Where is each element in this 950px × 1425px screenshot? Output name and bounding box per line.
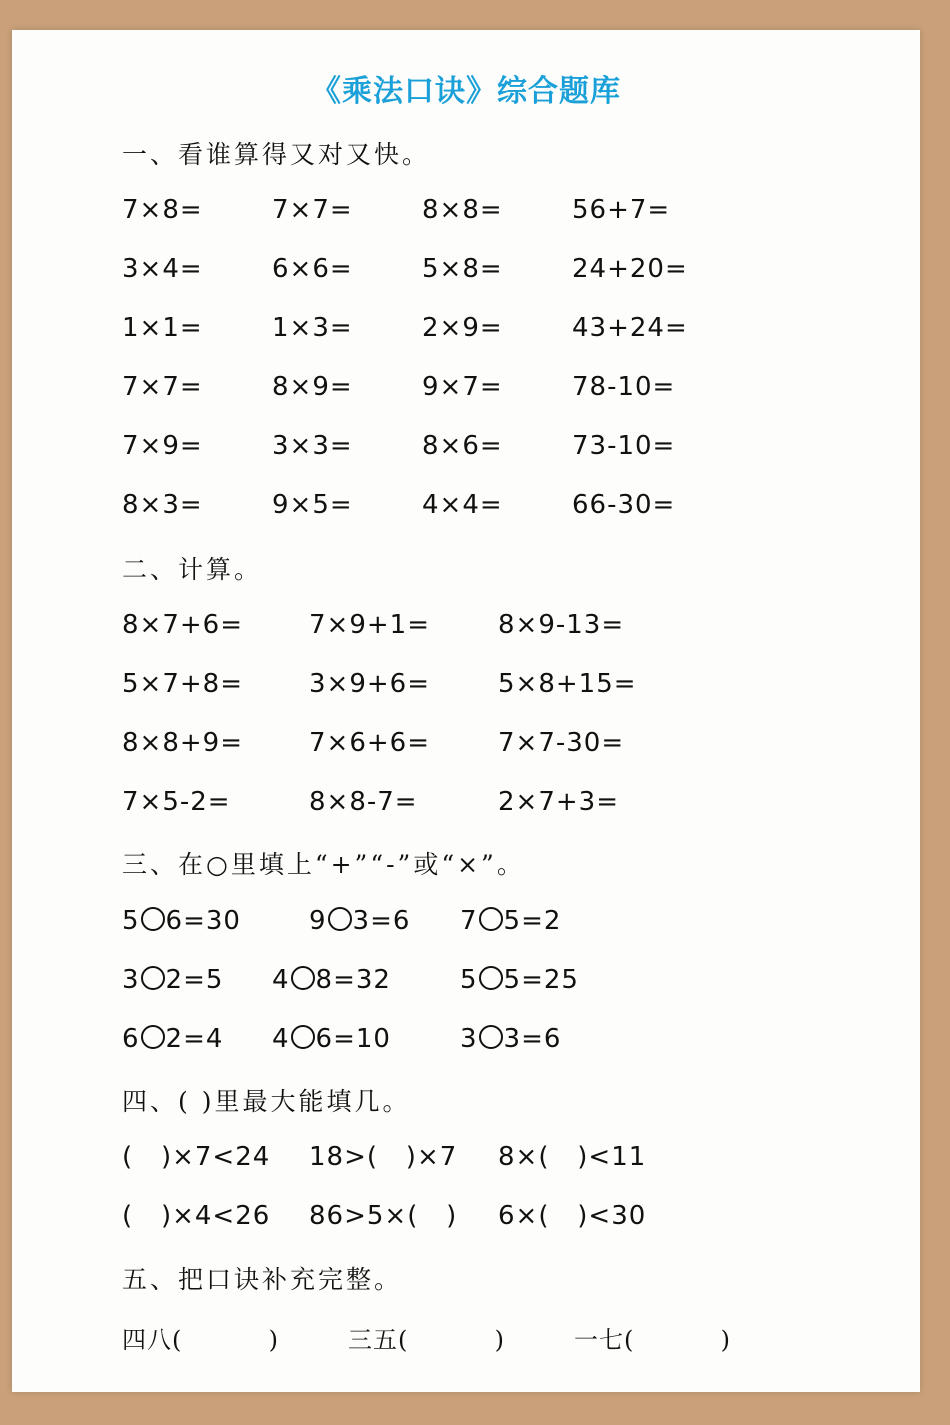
operand-right: 5=2 <box>503 906 562 936</box>
operand-left: 5 <box>122 906 140 936</box>
problem: 2×9= <box>422 313 503 343</box>
problem: 7×5-2= <box>122 787 231 817</box>
problem: 1×3= <box>272 313 353 343</box>
problem: 8×8-7= <box>309 787 418 817</box>
section-2-heading: 二、计算。 <box>122 555 263 584</box>
operator-blank-circle-icon[interactable] <box>479 1025 503 1049</box>
problem: 7×7-30= <box>498 728 625 758</box>
fill-operator-problem <box>272 965 391 995</box>
problem: ( )×7<24 <box>122 1142 271 1172</box>
operand-left: 5 <box>460 965 478 995</box>
operand-left: 4 <box>272 965 290 995</box>
problem: 7×9+1= <box>309 610 430 640</box>
operand-left: 4 <box>272 1024 290 1054</box>
operator-blank-circle-icon[interactable] <box>479 966 503 990</box>
problem: 73-10= <box>572 431 676 461</box>
problem: 8×9= <box>272 372 353 402</box>
operand-right: 2=5 <box>165 965 224 995</box>
problem: 7×9= <box>122 431 203 461</box>
problem: 43+24= <box>572 313 688 343</box>
problem: 8×6= <box>422 431 503 461</box>
operand-right: 3=6 <box>352 906 411 936</box>
problem: 8×8= <box>422 195 503 225</box>
problem: 7×8= <box>122 195 203 225</box>
operator-blank-circle-icon[interactable] <box>141 907 165 931</box>
fill-operator-problem <box>122 965 223 995</box>
fill-operator-problem <box>272 1024 391 1054</box>
worksheet-page <box>12 30 920 1392</box>
problem: ( )×4<26 <box>122 1201 271 1231</box>
operand-right: 8=32 <box>315 965 391 995</box>
problem: 9×5= <box>272 490 353 520</box>
problem: 三五( ) <box>348 1326 506 1354</box>
problem: 5×8+15= <box>498 669 637 699</box>
problem: 2×7+3= <box>498 787 619 817</box>
operand-right: 6=30 <box>165 906 241 936</box>
problem: 7×7= <box>272 195 353 225</box>
problem: 5×7+8= <box>122 669 243 699</box>
problem: 8×7+6= <box>122 610 243 640</box>
fill-operator-problem <box>309 906 410 936</box>
problem: 7×7= <box>122 372 203 402</box>
operator-blank-circle-icon[interactable] <box>141 1025 165 1049</box>
problem: 4×4= <box>422 490 503 520</box>
problem: 6×6= <box>272 254 353 284</box>
operator-blank-circle-icon[interactable] <box>291 966 315 990</box>
operator-blank-circle-icon[interactable] <box>141 966 165 990</box>
problem: 8×3= <box>122 490 203 520</box>
operand-right: 2=4 <box>165 1024 224 1054</box>
section-1-heading: 一、看谁算得又对又快。 <box>122 140 431 169</box>
fill-operator-problem <box>122 906 241 936</box>
problem: 7×6+6= <box>309 728 430 758</box>
fill-operator-problem <box>460 1024 561 1054</box>
problem: 3×3= <box>272 431 353 461</box>
problem: 8×9-13= <box>498 610 625 640</box>
operand-left: 3 <box>122 965 140 995</box>
problem: 56+7= <box>572 195 671 225</box>
problem: 8×( )<11 <box>498 1142 647 1172</box>
operator-blank-circle-icon[interactable] <box>479 907 503 931</box>
problem: 8×8+9= <box>122 728 243 758</box>
problem: 86>5×( ) <box>309 1201 458 1231</box>
problem: 6×( )<30 <box>498 1201 647 1231</box>
section-5-heading: 五、把口诀补充完整。 <box>122 1265 403 1294</box>
operand-right: 3=6 <box>503 1024 562 1054</box>
operand-left: 3 <box>460 1024 478 1054</box>
problem: 3×9+6= <box>309 669 430 699</box>
problem: 18>( )×7 <box>309 1142 458 1172</box>
problem: 5×8= <box>422 254 503 284</box>
operator-blank-circle-icon[interactable] <box>328 907 352 931</box>
operand-right: 5=25 <box>503 965 579 995</box>
operand-left: 6 <box>122 1024 140 1054</box>
problem: 9×7= <box>422 372 503 402</box>
problem: 24+20= <box>572 254 688 284</box>
section-4-heading: 四、( )里最大能填几。 <box>122 1087 411 1116</box>
page-title: 《乘法口诀》综合题库 <box>311 74 621 109</box>
problem: 3×4= <box>122 254 203 284</box>
problem: 66-30= <box>572 490 676 520</box>
problem: 78-10= <box>572 372 676 402</box>
operand-left: 9 <box>309 906 327 936</box>
problem: 四八( ) <box>122 1326 280 1354</box>
problem: 一七( ) <box>574 1326 732 1354</box>
operand-left: 7 <box>460 906 478 936</box>
fill-operator-problem <box>460 906 561 936</box>
operator-blank-circle-icon[interactable] <box>291 1025 315 1049</box>
problem: 1×1= <box>122 313 203 343</box>
fill-operator-problem <box>122 1024 223 1054</box>
operand-right: 6=10 <box>315 1024 391 1054</box>
fill-operator-problem <box>460 965 579 995</box>
section-3-heading: 三、在○里填上“+”“-”或“×”。 <box>122 850 525 879</box>
